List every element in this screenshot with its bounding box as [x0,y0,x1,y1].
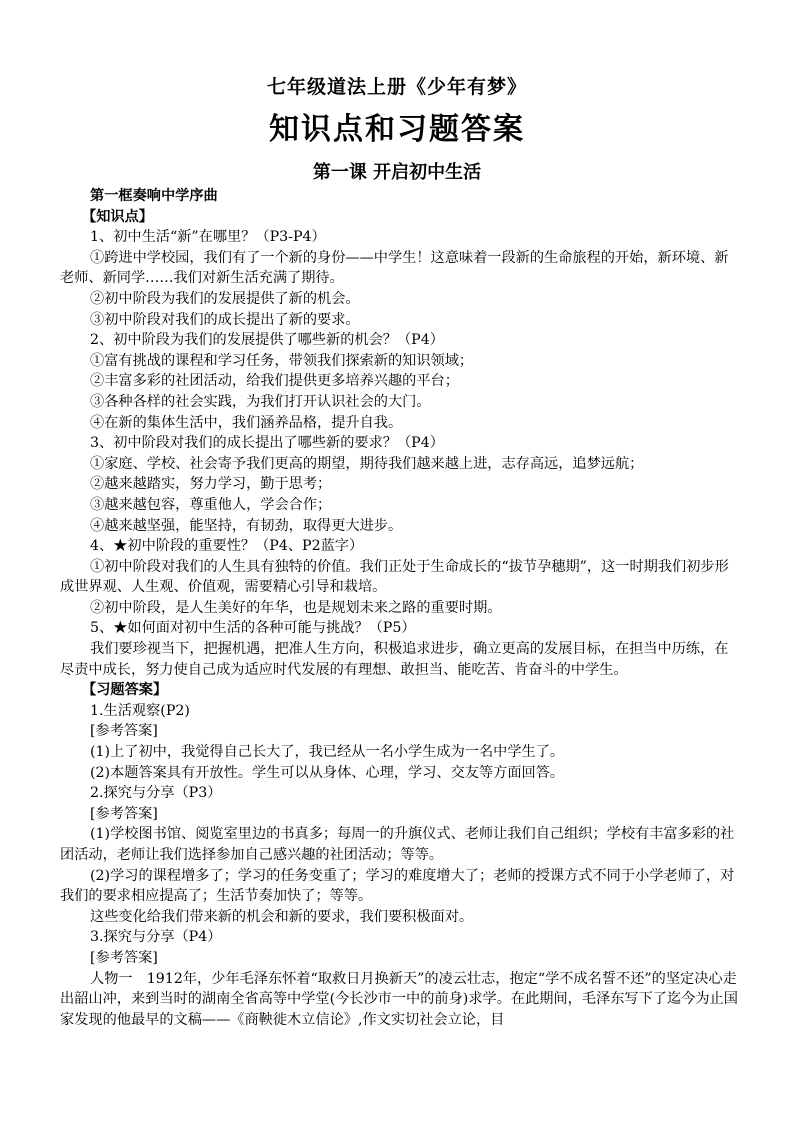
document-body [60,186,740,1030]
document-title: 七年级道法上册《少年有梦》 [266,76,527,98]
answer-2-2: ②丰富多彩的社团活动，给我们提供更多培养兴趣的平台； [90,373,459,390]
question-1: 1、初中生活“新”在哪里？（P3-P4） [90,229,326,246]
exercise-2-answer-2: (2)学习的课程增多了；学习的任务变重了；学习的难度增大了；老师的授课方式不同于小学老师了，对我们的要求相应提高了；生活节奏加快了；等等。 [60,867,735,905]
answer-2-1: ①富有挑战的课程和学习任务，带领我们探索新的知识领域； [90,352,474,369]
exercise-3-ref: [参考答案] [90,949,158,966]
exercise-3: 3.探究与分享（P4） [90,929,222,946]
answer-5-1: 我们要珍视当下，把握机遇，把准人生方向，积极追求进步，确立更高的发展目标，在担当中历练，在尽责中成长，努力使自己成为适应时代发展的有理想、敢担当、能吃苦、肯奋斗的中学生。 [60,641,729,678]
question-3: 3、初中阶段对我们的成长提出了哪些新的要求？（P4） [90,435,444,452]
exercise-1-ref: [参考答案] [90,723,158,740]
exercise-2-answer-1: (1)学校图书馆、阅览室里边的书真多；每周一的升旗仪式、老师让我们自己组织；学校有丰富多彩的社团活动，老师让我们选择参加自己感兴趣的社团活动；等等。 [60,826,735,863]
document-subtitle: 知识点和习题答案 [269,112,525,147]
answer-2-4: ④在新的集体生活中，我们涵养品格，提升自我。 [90,414,403,431]
question-5: 5、★如何面对初中生活的各种可能与挑战？（P5） [90,620,416,637]
exercise-1-answer-1: (1)上了初中，我觉得自己长大了，我已经从一名小学生成为一名中学生了。 [90,744,565,761]
question-2: 2、初中阶段为我们的发展提供了哪些新的机会？（P4） [90,332,444,349]
knowledge-tag: 【知识点】 [82,208,153,225]
exercise-tag: 【习题答案】 [82,682,168,699]
exercise-2: 2.探究与分享（P3） [90,785,222,802]
answer-1-2: ②初中阶段为我们的发展提供了新的机会。 [90,290,360,307]
answer-1-3: ③初中阶段对我们的成长提出了新的要求。 [90,311,360,328]
answer-4-2: ②初中阶段，是人生美好的年华，也是规划未来之路的重要时期。 [90,599,502,616]
exercise-2-answer-3: 这些变化给我们带来新的机会和新的要求，我们要积极面对。 [90,908,474,925]
answer-1-1: ①跨进中学校园，我们有了一个新的身份——中学生！这意味着一段新的生命旅程的开始，新环境、新老师、新同学……我们对新生活充满了期待。 [60,249,729,287]
answer-4-1: ①初中阶段对我们的人生具有独特的价值。我们正处于生命成长的“拔节孕穗期”，这一时期我们初步形成世界观、人生观、价值观，需要精心引导和栽培。 [60,558,729,596]
answer-3-2: ②越来越踏实，努力学习，勤于思考； [90,476,332,493]
exercise-1-answer-2: (2)本题答案具有开放性。学生可以从身体、心理，学习、交友等方面回答。 [90,764,565,781]
exercise-1: 1.生活观察(P2) [90,702,190,719]
answer-3-4: ④越来越坚强，能坚持，有韧劲，取得更大进步。 [90,517,403,534]
question-4: 4、★初中阶段的重要性？（P4、P2蓝字） [90,538,364,555]
answer-3-3: ③越来越包容，尊重他人，学会合作； [90,496,332,513]
lesson-title: 第一课 开启初中生活 [312,162,482,183]
answer-2-3: ③各种各样的社会实践，为我们打开认识社会的大门。 [90,393,431,410]
answer-3-1: ①家庭、学校、社会寄予我们更高的期望，期待我们越来越上进，志存高远，追梦远航； [90,455,644,472]
exercise-2-ref: [参考答案] [90,805,158,822]
exercise-3-answer-1: 人物一 1912年，少年毛泽东怀着“取救日月换新天”的凌云壮志，抱定“学不成名誓不还”的坚定决心走出韶山冲，来到当时的湖南全省高等中学堂(今长沙市一中的前身)求学。在此期间，毛泽东写下了迄今为止国家发现的他最早的文稿——《商鞅徙木立信论》,作文实切社会立论，目 [60,970,738,1028]
section-heading: 第一框奏响中学序曲 [90,188,218,204]
